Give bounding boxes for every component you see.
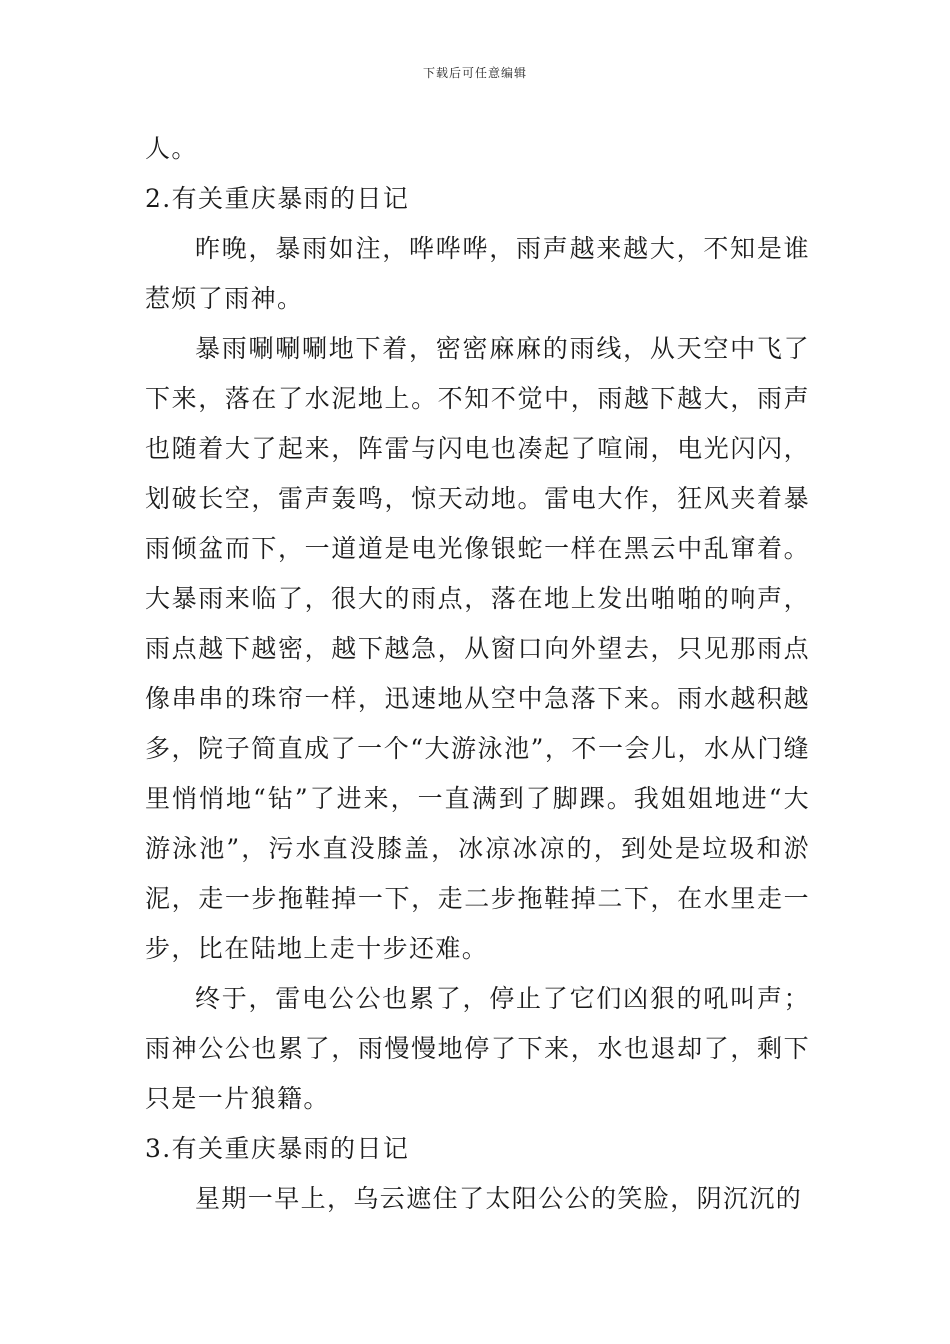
paragraph: 暴雨唰唰唰地下着，密密麻麻的雨线，从天空中飞了下来，落在了水泥地上。不知不觉中，雨越下越大，雨声也随着大了起来，阵雷与闪电也凑起了喧闹，电光闪闪，划破长空，雷声轰鸣，惊天动地。雷电大作，狂风夹着暴雨倾盆而下，一道道是电光像银蛇一样在黑云中乱窜着。大暴雨来临了，很大的雨点，落在地上发出啪啪的响声，雨点越下越密，越下越急，从窗口向外望去，只见那雨点像串串的珠帘一样，迅速地从空中急落下来。雨水越积越多，院子简直成了一个“大游泳池”，不一会儿，水从门缝里悄悄地“钻”了进来，一直满到了脚踝。我姐姐地进“大游泳池”，污水直没膝盖，冰凉冰凉的，到处是垃圾和淤泥，走一步拖鞋掉一下，走二步拖鞋掉二下，在水里走一步，比在陆地上走十步还难。: [145, 334, 810, 963]
paragraph: 星期一早上，乌云遮住了太阳公公的笑脸，阴沉沉的: [195, 1184, 803, 1213]
document-body: [145, 124, 810, 1224]
paragraph-continuation: 人。: [145, 134, 198, 163]
section-heading-3: 3.有关重庆暴雨的日记: [145, 1134, 410, 1163]
paragraph: 昨晚，暴雨如注，哗哗哗，雨声越来越大，不知是谁惹烦了雨神。: [145, 234, 810, 313]
section-heading-2: 2.有关重庆暴雨的日记: [145, 184, 410, 213]
page-header: 下载后可任意编辑: [422, 66, 527, 80]
paragraph: 终于，雷电公公也累了，停止了它们凶狠的吼叫声；雨神公公也累了，雨慢慢地停了下来，水也退却了，剩下只是一片狼籍。: [145, 984, 810, 1113]
